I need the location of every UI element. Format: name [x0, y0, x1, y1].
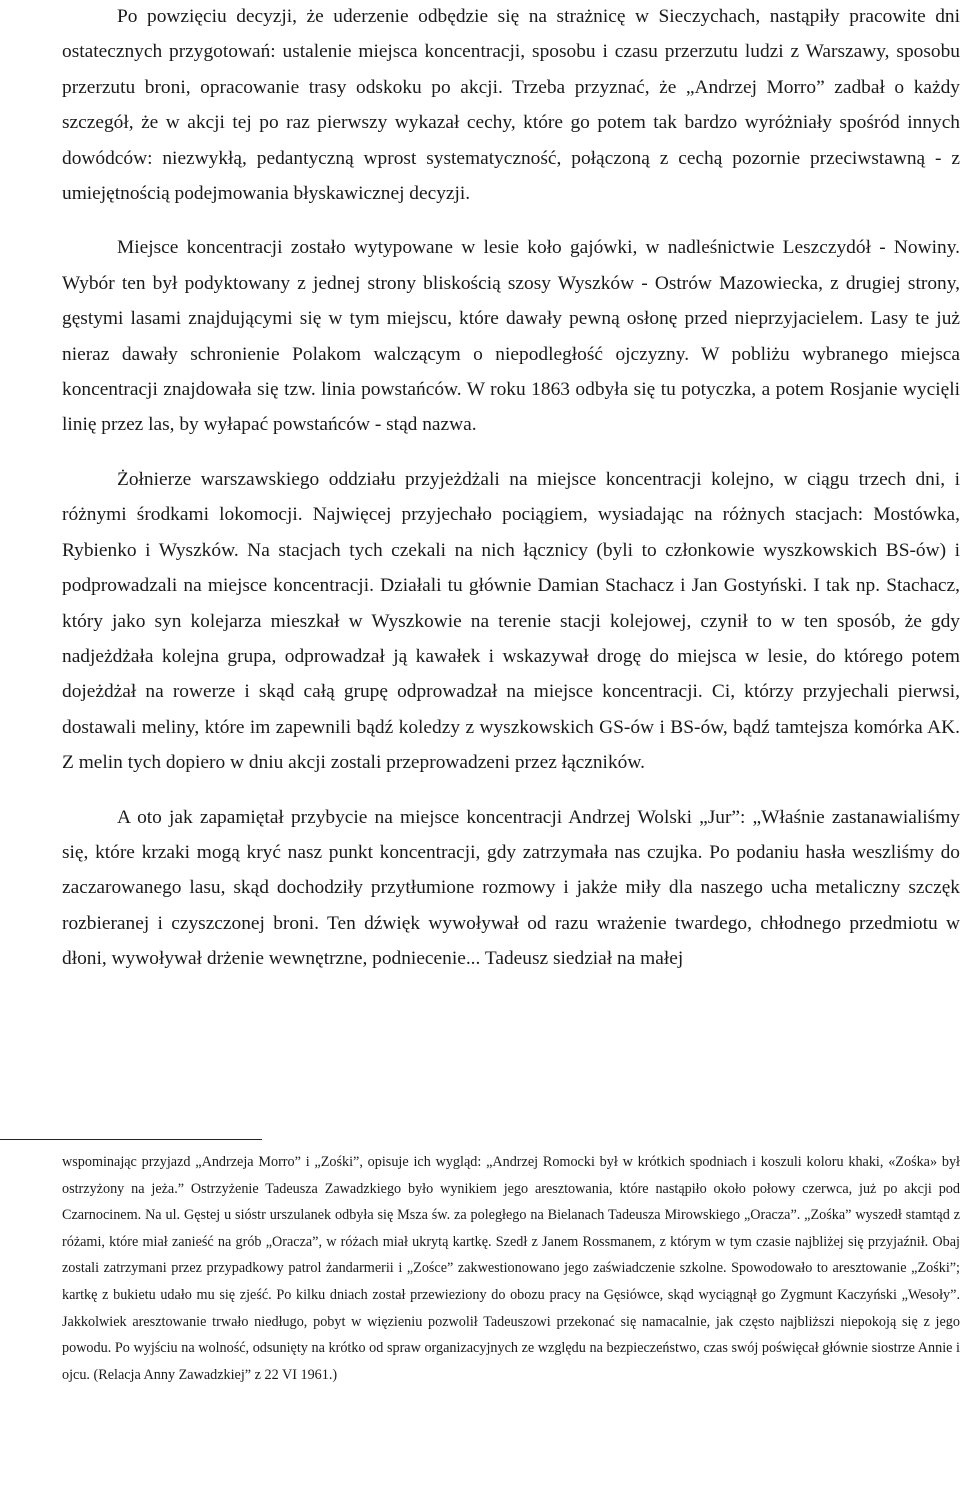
footnote-separator	[0, 1139, 262, 1140]
paragraph-4: A oto jak zapamiętał przybycie na miejsce koncentracji Andrzej Wolski „Jur”: „Właśnie zastanawialiśmy się, które krzaki mogą kryć nasz punkt koncentracji, gdy zatrzymała nas czujka. Po podaniu hasła weszliśmy do zaczarowanego lasu, skąd dochodziły przytłumione rozmowy i jakże miły dla naszego ucha metaliczny szczęk rozbieranej i czyszczonej broni. Ten dźwięk wywoływał od razu wrażenie twardego, chłodnego przedmiotu w dłoni, wywoływał drżenie wewnętrzne, podniecenie... Tadeusz siedział na małej	[62, 806, 960, 970]
paragraph-3: Żołnierze warszawskiego oddziału przyjeżdżali na miejsce koncentracji kolejno, w ciągu trzech dni, i różnymi środkami lokomocji. Najwięcej przyjechało pociągiem, wysiadając na różnych stacjach: Mostówka, Rybienko i Wyszków. Na stacjach tych czekali na nich łącznicy (byli to członkowie wyszkowskich BS-ów) i podprowadzali na miejsce koncentracji. Działali tu głównie Damian Stachacz i Jan Gostyński. I tak np. Stachacz, który jako syn kolejarza mieszkał w Wyszkowie na terenie stacji kolejowej, czynił to w ten sposób, że gdy nadjeżdżała kolejna grupa, odprowadzał ją kawałek i wskazywał drogę do miejsca w lesie, do którego potem dojeżdżał na rowerze i skąd całą grupę odprowadzał na miejsce koncentracji. Ci, którzy przyjechali pierwsi, dostawali meliny, które im zapewnili bądź koledzy z wyszkowskich GS-ów i BS-ów, bądź tamtejsza komórka AK. Z melin tych dopiero w dniu akcji zostali przeprowadzeni przez łączników.	[62, 468, 960, 774]
paragraph-gap	[62, 781, 960, 800]
paragraph-gap	[62, 443, 960, 462]
footnote-text: wspominając przyjazd „Andrzeja Morro” i „Zośki”, opisuje ich wygląd: „Andrzej Romocki był w krótkich spodniach i koszuli koloru khaki, «Zośka» był ostrzyżony na jeża.” Ostrzyżenie Tadeusza Zawadzkiego było wynikiem jego aresztowania, które nastąpiło około połowy czerwca, już po akcji pod Czarnocinem. Na ul. Gęstej u sióstr urszulanek odbyła się Msza św. za poległego na Bielanach Tadeusza Mirowskiego „Oracza”. „Zośka” wyszedł stamtąd z różami, które miał zanieść na grób „Oracza”, w różach miał ukrytą kartkę. Szedł z Janem Rossmanem, z którym w tym czasie najbliżej się przyjaźnił. Obaj zostali zatrzymani przez przypadkowy patrol żandarmerii i „Zośce” zakwestionowano jego zaświadczenie szkolne. Spowodowało to aresztowanie „Zośki”; kartkę z bukietu udało mu się zjeść. Po kilku dniach został przewieziony do obozu pracy na Gęsiówce, skąd wyciągnął go Zygmunt Kaczyński „Wesoły”. Jakkolwiek aresztowanie trwało niedługo, pobyt w więzieniu pozwolił Tadeuszowi przekonać się namacalnie, jak często najbliższi niepokoją się z jego powodu. Po wyjściu na wolność, odsunięty na krótko od spraw organizacyjnych ze względu na bezpieczeństwo, czas swój poświęcał głównie siostrze Annie i ojcu. (Relacja Anny Zawadzkiej” z 22 VI 1961.)	[62, 1154, 960, 1383]
paragraph-gap	[62, 211, 960, 230]
main-text	[62, 0, 960, 977]
paragraph-2: Miejsce koncentracji zostało wytypowane w lesie koło gajówki, w nadleśnictwie Leszczydół - Nowiny. Wybór ten był podyktowany z jednej strony bliskością szosy Wyszków - Ostrów Mazowiecka, z drugiej strony, gęstymi lasami znajdującymi się w tym miejscu, które dawały pewną osłonę przed nieprzyjacielem. Lasy te już nieraz dawały schronienie Polakom walczącym o niepodległość ojczyzny. W pobliżu wybranego miejsca koncentracji znajdowała się tzw. linia powstańców. W roku 1863 odbyła się tu potyczka, a potem Rosjanie wycięli linię przez las, by wyłapać powstańców - stąd nazwa.	[62, 237, 960, 436]
paragraph-1: Po powzięciu decyzji, że uderzenie odbędzie się na strażnicę w Sieczychach, nastąpiły pracowite dni ostatecznych przygotowań: ustalenie miejsca koncentracji, sposobu i czasu przerzutu ludzi z Warszawy, sposobu przerzutu broni, opracowanie trasy odskoku po akcji. Trzeba przyznać, że „Andrzej Morro” zadbał o każdy szczegół, że w akcji tej po raz pierwszy wykazał cechy, które go potem tak bardzo wyróżniały spośród innych dowódców: niezwykłą, pedantyczną wprost systematyczność, połączoną z cechą pozornie przeciwstawną - z umiejętnością podejmowania błyskawicznej decyzji.	[62, 6, 960, 205]
